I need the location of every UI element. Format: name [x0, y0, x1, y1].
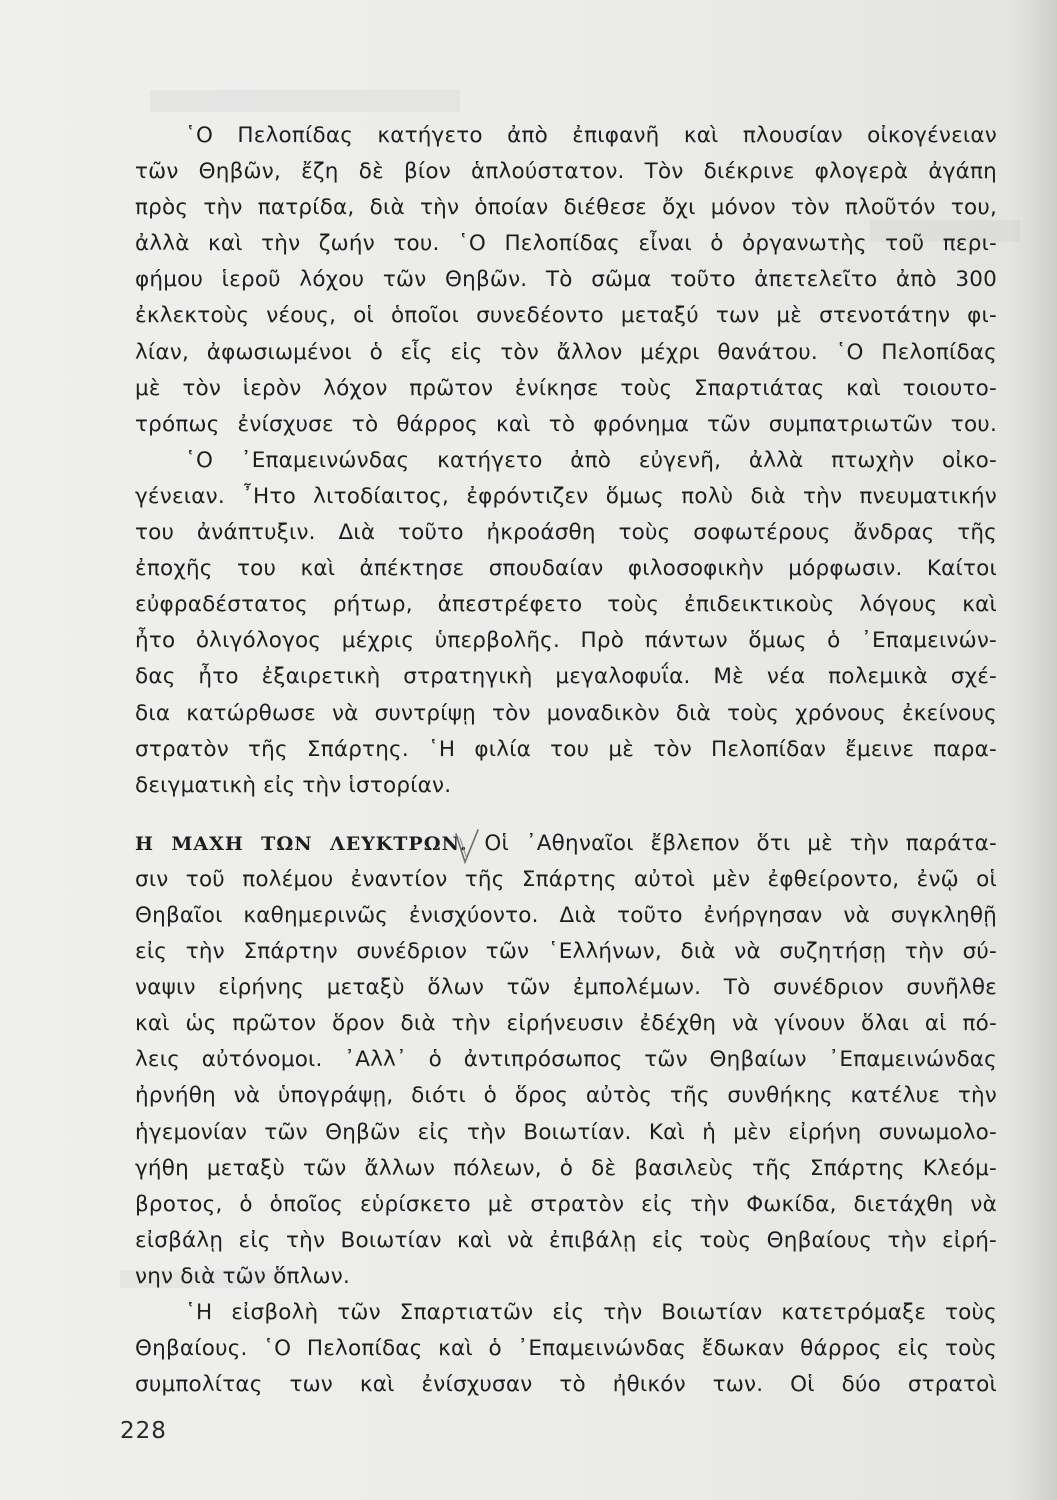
text-line: Θηβαῖοι καθημερινῶς ἐνισχύοντο. Διὰ τοῦτο ἐνήργησαν νὰ συγκληθῇ — [135, 902, 997, 928]
section-leuctra — [135, 826, 997, 1295]
text-line: στρατὸν τῆς Σπάρτης. ῾Η φιλία του μὲ τὸν Πελοπίδαν ἔμεινε παρα- — [135, 736, 997, 762]
text-line: ἦτο ὀλιγόλογος μέχρις ὑπερβολῆς. Πρὸ πάντων ὅμως ὁ ᾿Επαμεινών- — [135, 628, 997, 654]
text-line: ἐκλεκτοὺς νέους, οἱ ὁποῖοι συνεδέοντο μεταξύ των μὲ στενοτάτην φι- — [135, 303, 997, 329]
page-edge-shadow — [1011, 0, 1057, 1500]
text-line: λεις αὐτόνομοι. ᾿Αλλ᾿ ὁ ἀντιπρόσωπος τῶν Θηβαίων ᾿Επαμεινώνδας — [135, 1047, 997, 1073]
text-line: μὲ τὸν ἱερὸν λόχον πρῶτον ἐνίκησε τοὺς Σπαρτιάτας καὶ τοιουτο- — [135, 375, 997, 401]
text-run: Οἱ ᾿Αθηναῖοι ἔβλεπον ὅτι μὲ τὴν παράτα- — [484, 830, 997, 856]
text-line: σιν τοῦ πολέμου ἐναντίον τῆς Σπάρτης αὐτοὶ μὲν ἐφθείροντο, ἐνῷ οἱ — [135, 866, 997, 892]
section-heading: Η ΜΑΧΗ ΤΩΝ ΛΕΥΚΤΡΩΝ. — [135, 832, 468, 855]
text-line: νην διὰ τῶν ὅπλων. — [135, 1263, 350, 1289]
text-line: λίαν, ἀφωσιωμένοι ὁ εἷς εἰς τὸν ἄλλον μέχρι θανάτου. ῾Ο Πελοπίδας — [135, 339, 997, 365]
text-line: ἀλλὰ καὶ τὴν ζωήν του. ῾Ο Πελοπίδας εἶναι ὁ ὀργανωτὴς τοῦ περι- — [135, 231, 997, 257]
text-line: γένειαν. ῏Ητο λιτοδίαιτος, ἐφρόντιζεν ὅμως πολὺ διὰ τὴν πνευματικήν — [135, 483, 997, 509]
text-line: εὐφραδέστατος ρήτωρ, ἀπεστρέφετο τοὺς ἐπιδεικτικοὺς λόγους καὶ — [135, 592, 997, 618]
section-gap — [135, 804, 997, 826]
text-line: τῶν Θηβῶν, ἔζη δὲ βίον ἁπλούστατον. Τὸν διέκρινε φλογερὰ ἀγάπη — [135, 159, 997, 185]
text-line: ἐποχῆς του καὶ ἀπέκτησε σπουδαίαν φιλοσοφικὴν μόρφωσιν. Καίτοι — [135, 556, 997, 582]
text-line: γήθη μεταξὺ τῶν ἄλλων πόλεων, ὁ δὲ βασιλεὺς τῆς Σπάρτης Κλεόμ- — [135, 1155, 997, 1181]
text-line: δια κατώρθωσε νὰ συντρίψῃ τὸν μοναδικὸν διὰ τοὺς χρόνους ἐκείνους — [135, 700, 997, 726]
text-line: ῾Ο ᾿Επαμεινώνδας κατήγετο ἀπὸ εὐγενῆ, ἀλλὰ πτωχὴν οἰκο- — [185, 447, 997, 473]
text-line: τρόπως ἐνίσχυσε τὸ θάρρος καὶ τὸ φρόνημα τῶν συμπατριωτῶν του. — [135, 411, 997, 437]
paragraph-epaminondas — [135, 443, 997, 804]
text-line: εἰσβάλῃ εἰς τὴν Βοιωτίαν καὶ νὰ ἐπιβάλῃ εἰς τοὺς Θηβαίους τὴν εἰρή- — [135, 1227, 997, 1253]
text-line: εἰς τὴν Σπάρτην συνέδριον τῶν ῾Ελλήνων, διὰ νὰ συζητήσῃ τὴν σύ- — [135, 939, 997, 965]
text-line: καὶ ὡς πρῶτον ὅρον διὰ τὴν εἰρήνευσιν ἐδέχθη νὰ γίνουν ὅλαι αἱ πό- — [135, 1011, 997, 1037]
text-line: ἠρνήθη νὰ ὑπογράψῃ, διότι ὁ ὅρος αὐτὸς τῆς συνθήκης κατέλυε τὴν — [135, 1083, 997, 1109]
text-line: πρὸς τὴν πατρίδα, διὰ τὴν ὁποίαν διέθεσε ὄχι μόνον τὸν πλοῦτόν του, — [135, 195, 997, 221]
text-line: Θηβαίους. ῾Ο Πελοπίδας καὶ ὁ ᾿Επαμεινώνδας ἔδωκαν θάρρος εἰς τοὺς — [135, 1336, 997, 1362]
text-line: ῾Ο Πελοπίδας κατήγετο ἀπὸ ἐπιφανῆ καὶ πλουσίαν οἰκογένειαν — [185, 123, 997, 148]
text-line: ναψιν εἰρήνης μεταξὺ ὅλων τῶν ἐμπολέμων. Τὸ συνέδριον συνῆλθε — [135, 975, 997, 1001]
text-line: δειγματικὴ εἰς τὴν ἱστορίαν. — [135, 772, 452, 798]
bleed-through-shadow — [150, 90, 460, 112]
text-line: ῾Η εἰσβολὴ τῶν Σπαρτιατῶν εἰς τὴν Βοιωτίαν κατετρόμαξε τοὺς — [185, 1300, 997, 1325]
text-line: ἡγεμονίαν τῶν Θηβῶν εἰς τὴν Βοιωτίαν. Καὶ ἡ μὲν εἰρήνη συνωμολο- — [135, 1119, 997, 1145]
pencil-check-mark — [452, 828, 482, 874]
text-line: βροτος, ὁ ὁποῖος εὑρίσκετο μὲ στρατὸν εἰς τὴν Φωκίδα, διετάχθη νὰ — [135, 1191, 997, 1217]
paragraph-pelopidas — [135, 118, 997, 443]
text-line: συμπολίτας των καὶ ἐνίσχυσαν τὸ ἠθικόν των. Οἱ δύο στρατοὶ — [135, 1372, 997, 1398]
text-line: δας ἦτο ἐξαιρετικὴ στρατηγικὴ μεγαλοφυΐα. Μὲ νέα πολεμικὰ σχέ- — [135, 664, 997, 690]
paragraph-invasion — [135, 1295, 997, 1403]
page-number: 228 — [120, 1418, 167, 1444]
text-line: του ἀνάπτυξιν. Διὰ τοῦτο ἠκροάσθη τοὺς σοφωτέρους ἄνδρας τῆς — [135, 520, 997, 546]
text-line: φήμου ἱεροῦ λόχου τῶν Θηβῶν. Τὸ σῶμα τοῦτο ἀπετελεῖτο ἀπὸ 300 — [135, 267, 997, 293]
body-text — [135, 118, 997, 1403]
text-line — [135, 826, 997, 862]
